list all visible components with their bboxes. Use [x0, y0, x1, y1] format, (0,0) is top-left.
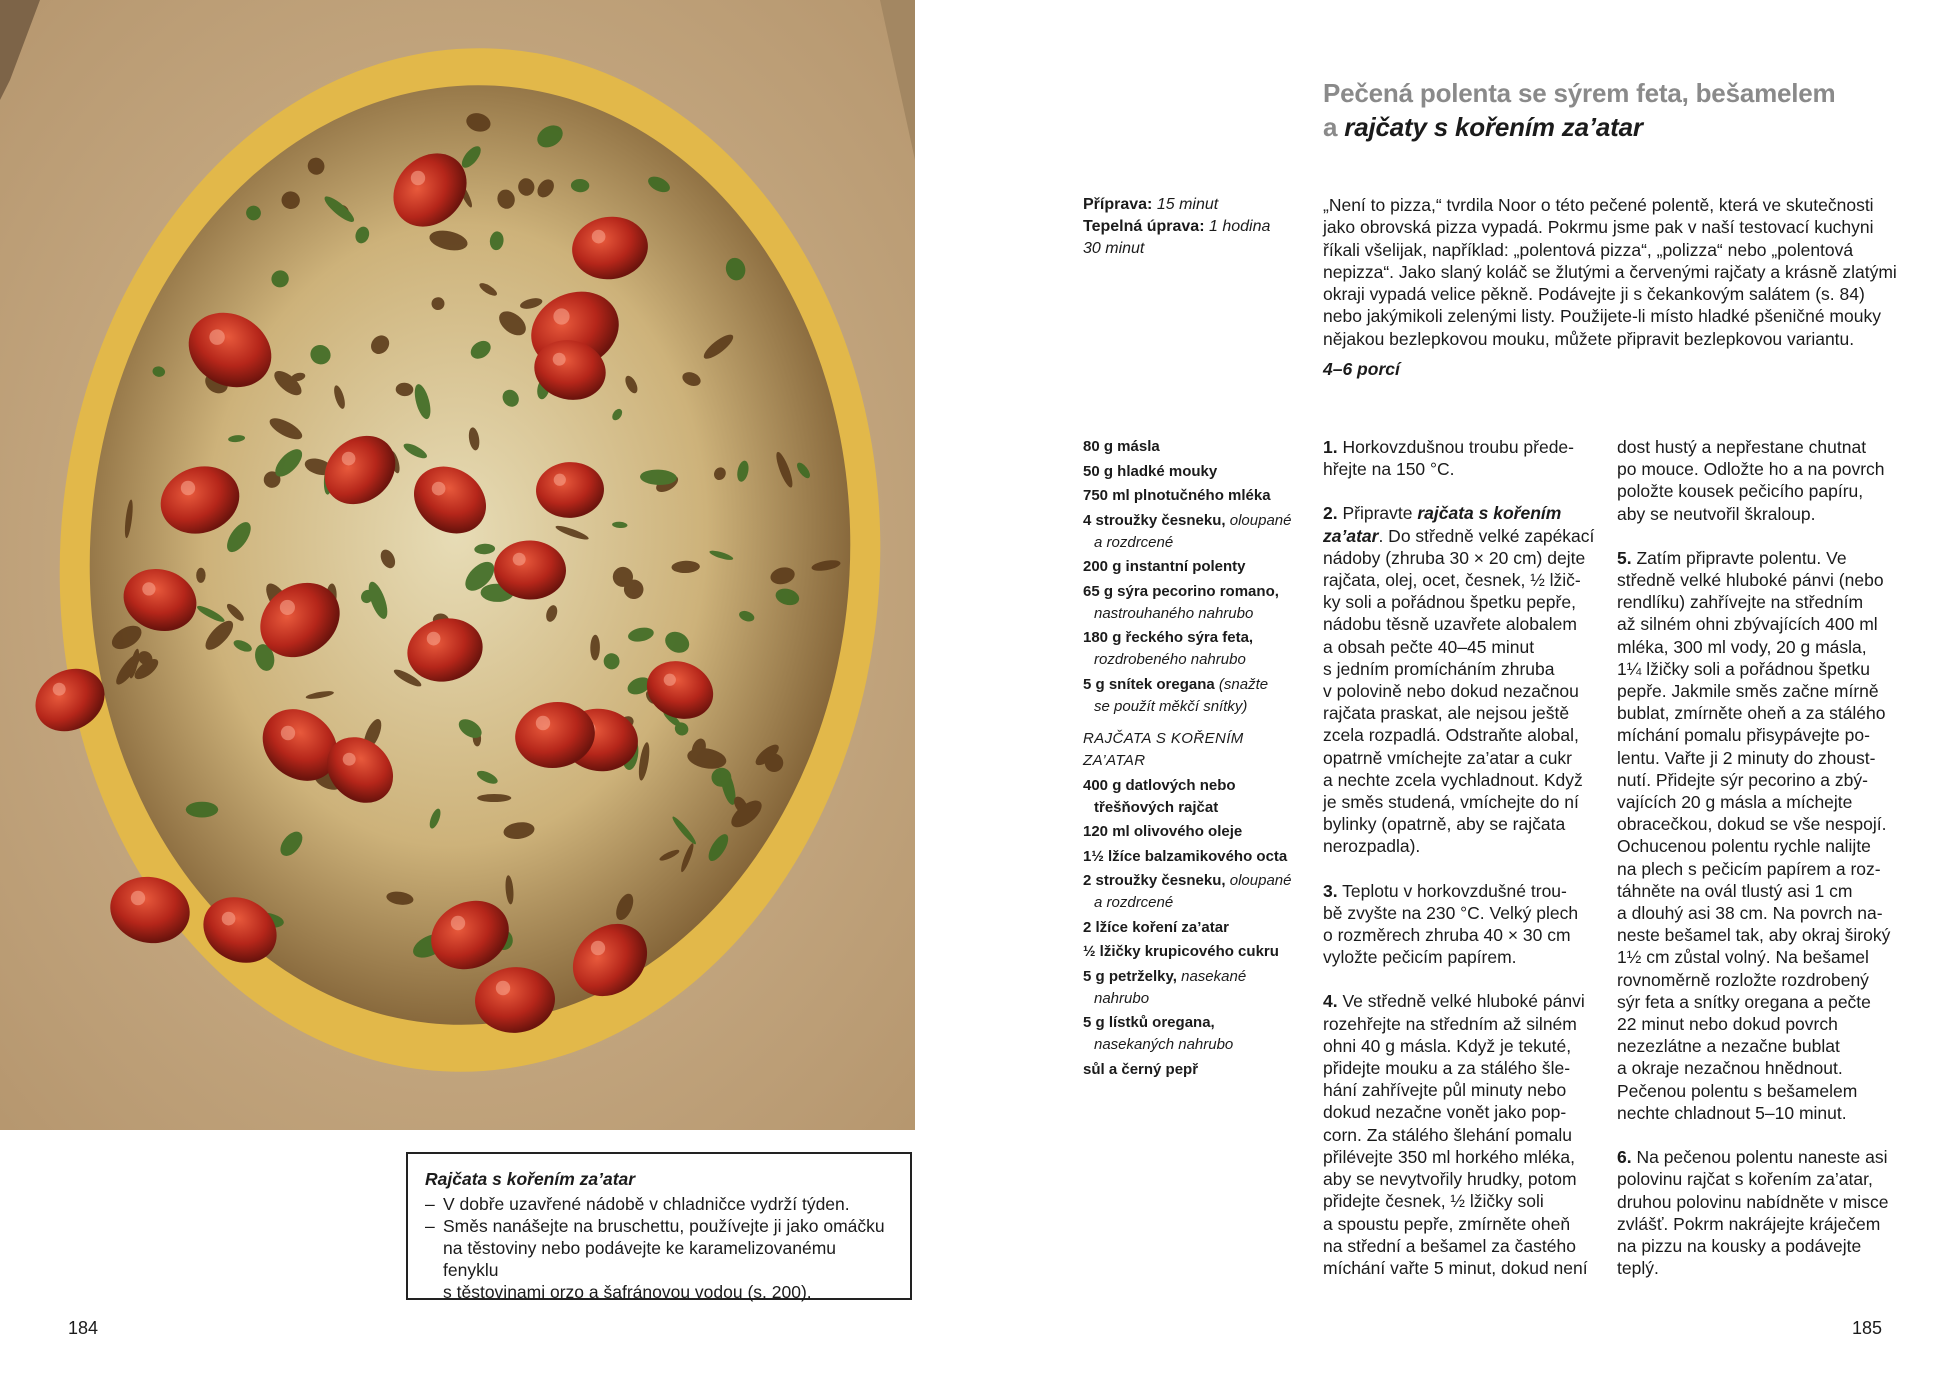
tip-item: – Směs nanášejte na bruschettu, používejte ji jako omáčku na těstoviny nebo podávejte ke karamelizovanému fenyklu s těstovinami orzo a šafránovou vodou (s. 200).	[425, 1215, 892, 1303]
step-text: neste bešamel tak, aby okraj široký	[1617, 925, 1891, 946]
step-text: míchání pomalu přisypávejte po-	[1617, 725, 1870, 746]
method-step	[1323, 502, 1595, 857]
step-text: Ve středně velké hluboké pánvi	[1337, 991, 1585, 1012]
step-text: Zatím připravte polentu. Ve	[1631, 547, 1847, 568]
tomato-highlight	[131, 891, 145, 905]
ingredient	[1083, 1059, 1313, 1081]
step-number: 1.	[1323, 437, 1338, 457]
step-text: zcela rozpadlá. Odstraňte alobal,	[1323, 725, 1579, 746]
page-number-right: 185	[1852, 1318, 1883, 1338]
step-text: nechte chladnout 5–10 minut.	[1617, 1102, 1847, 1123]
method-step	[1617, 436, 1903, 525]
ingredient-quantity: 5 g lístků oregana,	[1083, 1014, 1215, 1031]
method-step	[1323, 990, 1595, 1279]
ingredient-note-cont: nastrouhaného nahrubo	[1094, 604, 1254, 622]
step-text: přilévejte 350 ml horkého mléka,	[1323, 1146, 1575, 1167]
ingredient-quantity: 1½ lžíce balzamikového octa	[1083, 847, 1288, 865]
step-text: bě zvyšte na 230 °C. Velký plech	[1323, 902, 1579, 923]
step-text: o rozměrech zhruba 40 × 30 cm	[1323, 925, 1571, 946]
intro-line: jako obrovská pizza vypadá. Pokrmu jsme pak v naší testovací kuchyni	[1323, 217, 1874, 238]
method-step	[1323, 880, 1595, 969]
tomato-highlight	[591, 941, 605, 955]
step-text: na pizzu na kousky a podávejte	[1617, 1235, 1862, 1256]
ingredient-note-cont: nasekaných nahrubo	[1094, 1036, 1234, 1053]
page-number-left: 184	[68, 1318, 99, 1338]
step-text: druhou polovinu nabídněte v misce	[1617, 1191, 1889, 1212]
step-text: bublat, zmírněte oheň a za stálého	[1617, 703, 1886, 724]
step-text: v polovině nebo dokud nezačnou	[1323, 681, 1579, 702]
ingredient-note: nasekané	[1176, 967, 1247, 985]
step-text: položte kousek pečicího papíru,	[1617, 481, 1864, 502]
title-line-2-emphasis: rajčaty s kořením za’atar	[1344, 112, 1643, 142]
step-text: a spoustu pepře, zmírněte oheň	[1323, 1213, 1571, 1234]
tip-list	[425, 1193, 892, 1303]
intro-line: nebo jakýmikoli zelenými listy. Použijete-li místo hladké pšeničné mouky	[1323, 306, 1881, 327]
step-text: dost hustý a nepřestane chutnat	[1617, 437, 1867, 457]
tomato-highlight	[553, 353, 566, 366]
step-text: 1¼ lžičky soli a pořádnou špetku	[1617, 658, 1870, 679]
ingredient-note-cont: se použít měkčí snítky)	[1094, 697, 1248, 715]
ingredient-quantity: 400 g datlových nebo	[1083, 776, 1236, 794]
step-text: rajčata praskat, ale nejsou ještě	[1323, 703, 1570, 724]
step-text: Ochucenou polentu rychle nalijte	[1617, 836, 1871, 857]
step-text: aby se neutvořil škraloup.	[1617, 503, 1816, 524]
tomato-highlight	[451, 916, 465, 930]
tomato-highlight	[343, 753, 356, 766]
step-text: na střední a bešamel za častého	[1323, 1235, 1576, 1256]
step-number: 4.	[1323, 991, 1338, 1012]
step-text: a obsah pečte 40–45 minut	[1323, 636, 1535, 657]
ingredient	[1083, 436, 1313, 458]
step-text: a nechte zcela vychladnout. Když	[1323, 769, 1583, 790]
step-text: aby se nevytvořily hrudky, potom	[1323, 1169, 1577, 1190]
step-text: polovinu rajčat s kořením za’atar,	[1617, 1169, 1873, 1190]
step-text: hání zahřívejte půl minuty nebo	[1323, 1080, 1567, 1101]
step-text: vajících 20 g másla a míchejte	[1617, 792, 1853, 813]
step-text: je směs studená, vmíchejte do ní	[1323, 792, 1579, 813]
step-text: opatrně vmíchejte za’atar a cukr	[1323, 747, 1573, 768]
step-text: míchání vařte 5 minut, dokud není	[1323, 1257, 1588, 1278]
ingredient	[1083, 556, 1313, 578]
method-step	[1323, 436, 1595, 480]
ingredient	[1083, 870, 1313, 914]
tomato-highlight	[664, 674, 676, 686]
ingredient-quantity: sůl a černý pepř	[1083, 1060, 1199, 1078]
step-text: středně velké hluboké pánvi (nebo	[1617, 570, 1884, 591]
title-line-2-plain: a	[1323, 112, 1345, 142]
ingredient-quantity: 200 g instantní polenty	[1083, 558, 1246, 575]
polenta-pizza-image	[0, 0, 915, 1130]
cook-label: Tepelná úprava:	[1083, 218, 1205, 235]
step-text: vyložte pečicím papírem.	[1323, 947, 1517, 968]
ingredient	[1083, 674, 1313, 718]
step-number: 5.	[1617, 547, 1632, 568]
ingredient-note: oloupané	[1225, 511, 1292, 529]
ingredient	[1083, 821, 1313, 843]
tomato-highlight	[427, 632, 441, 646]
ingredient-quantity: ½ lžičky krupicového cukru	[1083, 943, 1279, 960]
step-text: mléka, 300 ml vody, 20 g másla,	[1617, 636, 1867, 657]
tomato-highlight	[411, 171, 425, 185]
step-emphasis: za’atar	[1323, 525, 1379, 546]
herb-fleck	[477, 794, 511, 802]
cook-value: 1 hodina	[1208, 218, 1271, 235]
tomato-highlight	[432, 482, 446, 496]
ingredients-list	[1083, 436, 1313, 1083]
title-line-1: Pečená polenta se sýrem feta, bešamelem	[1323, 78, 1836, 108]
tomato-highlight	[553, 308, 569, 324]
ingredient-note: oloupané	[1225, 872, 1292, 889]
step-text: Na pečenou polentu naneste asi	[1631, 1147, 1888, 1168]
step-text: rendlíku) zahřívejte na středním	[1617, 592, 1864, 613]
step-text: a dlouhý asi 38 cm. Na povrch na-	[1617, 903, 1883, 924]
step-text: nerozpadla).	[1323, 836, 1421, 857]
step-text: rajčata, olej, ocet, česnek, ½ lžič-	[1323, 570, 1581, 591]
ingredient	[1083, 485, 1313, 507]
method-column-1	[1323, 436, 1595, 1301]
step-text: pepře. Jakmile směs začne mírně	[1617, 681, 1879, 702]
ingredient-quantity-cont: třešňových rajčat	[1094, 798, 1219, 816]
tomato-highlight	[513, 553, 526, 566]
intro-line: nějakou bezlepkovou mouku, můžete připravit bezlepkovou variantu.	[1323, 328, 1855, 349]
step-text: přidejte česnek, ½ lžičky soli	[1323, 1191, 1544, 1212]
step-text: Pečenou polentu s bešamelem	[1617, 1080, 1858, 1101]
step-text: nádobu těsně uzavřete alobalem	[1323, 614, 1577, 635]
step-text: obracečkou, dokud se vše nespojí.	[1617, 814, 1887, 835]
step-text: a okraje nezačnou hnědnout.	[1617, 1058, 1843, 1079]
ingredient	[1083, 775, 1313, 819]
step-text: hřejte na 150 °C.	[1323, 459, 1455, 480]
ingredients-main	[1083, 436, 1313, 718]
step-text: po mouce. Odložte ho a na povrch	[1617, 459, 1885, 480]
step-text: táhněte na ovál tlustý asi 1 cm	[1617, 880, 1853, 901]
step-text: . Do středně velké zapékací	[1378, 525, 1595, 546]
intro-line: říkali všelijak, například: „polentová pizza“, „polizza“ nebo „polentová	[1323, 239, 1854, 260]
prep-value: 15 minut	[1156, 196, 1219, 213]
step-number: 3.	[1323, 880, 1338, 901]
step-text: corn. Za stálého šlehání pomalu	[1323, 1124, 1573, 1145]
tomato-highlight	[222, 912, 236, 926]
herb-fleck	[186, 802, 218, 818]
ingredient-quantity: 80 g másla	[1083, 438, 1160, 455]
step-text: Připravte	[1337, 503, 1418, 524]
ingredient-quantity: 180 g řeckého sýra feta,	[1083, 629, 1254, 646]
tomato-highlight	[536, 716, 550, 730]
ingredient-quantity: 50 g hladké mouky	[1083, 462, 1218, 480]
tip-item: – V dobře uzavřené nádobě v chladničce vydrží týden.	[425, 1193, 892, 1215]
ingredient	[1083, 1012, 1313, 1056]
intro-line: nepizza“. Jako slaný koláč se žlutými a červenými rajčaty a krásně zlatými	[1323, 261, 1897, 282]
step-text: rozehřejte na středním až silném	[1323, 1013, 1577, 1034]
step-text: na plech s pečicím papírem a roz-	[1617, 858, 1881, 879]
intro-line: „Není to pizza,“ tvrdila Noor o této pečené polentě, která ve skutečnosti	[1323, 195, 1874, 215]
tomato-highlight	[342, 452, 356, 466]
method-step	[1617, 547, 1903, 1124]
ingredients-subheading: RAJČATA S KOŘENÍM ZA’ATAR	[1083, 729, 1244, 769]
step-text: Teplotu v horkovzdušné trou-	[1337, 880, 1567, 901]
step-text: ohni 40 g másla. Když je tekuté,	[1323, 1035, 1572, 1056]
ingredient-quantity: 2 lžíce koření za’atar	[1083, 918, 1229, 936]
ingredient-note: (snažte	[1214, 675, 1269, 693]
step-text: nezezlátne a nezačne bublat	[1617, 1036, 1840, 1057]
ingredient	[1083, 461, 1313, 483]
tomato-highlight	[209, 329, 224, 344]
step-text: 1½ cm zůstal volný. Na bešamel	[1617, 947, 1869, 968]
step-text: ky soli a pořádnou špetku pepře,	[1323, 592, 1576, 613]
ingredient	[1083, 966, 1313, 1010]
intro-paragraph	[1323, 194, 1913, 350]
tomato-highlight	[554, 474, 566, 486]
ingredient-note-cont: a rozdrcené	[1094, 533, 1174, 551]
tomato-highlight	[280, 600, 295, 615]
step-text: sýr feta a snítky oregana a pečte	[1617, 991, 1871, 1012]
ingredient	[1083, 581, 1313, 625]
step-text: zvlášť. Pokrm nakrájejte kráječem	[1617, 1213, 1881, 1234]
step-text: až silném ohni zbývajících 400 ml	[1617, 614, 1878, 635]
ingredient-note-cont: rozdrobeného nahrubo	[1094, 651, 1246, 668]
ingredient-quantity: 2 stroužky česneku,	[1083, 872, 1226, 889]
tip-title: Rajčata s kořením za’atar	[425, 1169, 636, 1189]
step-text: rovnoměrně rozložte rozdrobený	[1617, 969, 1869, 990]
method-step	[1617, 1146, 1903, 1279]
step-text: nádoby (zhruba 30 × 20 cm) dejte	[1323, 547, 1586, 568]
ingredient-quantity: 65 g sýra pecorino romano,	[1083, 582, 1279, 600]
ingredient-quantity: 120 ml olivového oleje	[1083, 823, 1243, 840]
ingredient-quantity: 5 g snítek oregana	[1083, 675, 1215, 693]
step-text: nutí. Přidejte sýr pecorino a zbý-	[1617, 769, 1868, 790]
tomato-highlight	[281, 726, 295, 740]
step-text: bylinky (opatrně, aby se rajčata	[1323, 814, 1566, 835]
ingredient-quantity: 750 ml plnotučného mléka	[1083, 487, 1271, 504]
step-text: 22 minut nebo dokud povrch	[1617, 1014, 1838, 1035]
prep-label: Příprava:	[1083, 196, 1153, 213]
intro-line: okraji vypadá velice pěkně. Podávejte ji s čekankovým salátem (s. 84)	[1323, 284, 1865, 305]
pizza-photo	[0, 0, 915, 1130]
step-text: lentu. Vařte ji 2 minuty do zhoust-	[1617, 747, 1876, 768]
tomato-highlight	[53, 683, 66, 696]
ingredient-quantity: 5 g petrželky,	[1083, 967, 1177, 985]
ingredient	[1083, 941, 1313, 963]
step-text: s jedním promícháním zhruba	[1323, 658, 1555, 679]
cook-value-cont: 30 minut	[1083, 240, 1145, 257]
ingredient	[1083, 627, 1313, 671]
method-column-2	[1617, 436, 1903, 1301]
ingredients-tomatoes	[1083, 775, 1313, 1081]
ingredient	[1083, 846, 1313, 868]
ingredient-note-cont: nahrubo	[1094, 989, 1150, 1007]
step-number: 2.	[1323, 503, 1338, 524]
tomato-highlight	[496, 981, 510, 995]
ingredient-quantity: 4 stroužky česneku,	[1083, 511, 1226, 529]
step-number: 6.	[1617, 1147, 1632, 1168]
step-text: Horkovzdušnou troubu přede-	[1337, 437, 1574, 457]
tomato-highlight	[181, 481, 195, 495]
tomato-highlight	[592, 230, 606, 244]
step-text: přidejte mouku a za stálého šle-	[1323, 1058, 1571, 1079]
prep-times	[1083, 194, 1313, 260]
step-emphasis: rajčata s kořením	[1417, 503, 1562, 524]
ingredient	[1083, 510, 1313, 554]
step-text: dokud nezačne vonět jako pop-	[1323, 1102, 1567, 1123]
servings: 4–6 porcí	[1323, 359, 1400, 379]
tip-box	[406, 1152, 912, 1300]
tomato-highlight	[142, 582, 155, 595]
recipe-title	[1323, 76, 1883, 144]
step-text: teplý.	[1617, 1258, 1659, 1279]
ingredient	[1083, 917, 1313, 939]
ingredient-note-cont: a rozdrcené	[1094, 894, 1174, 911]
